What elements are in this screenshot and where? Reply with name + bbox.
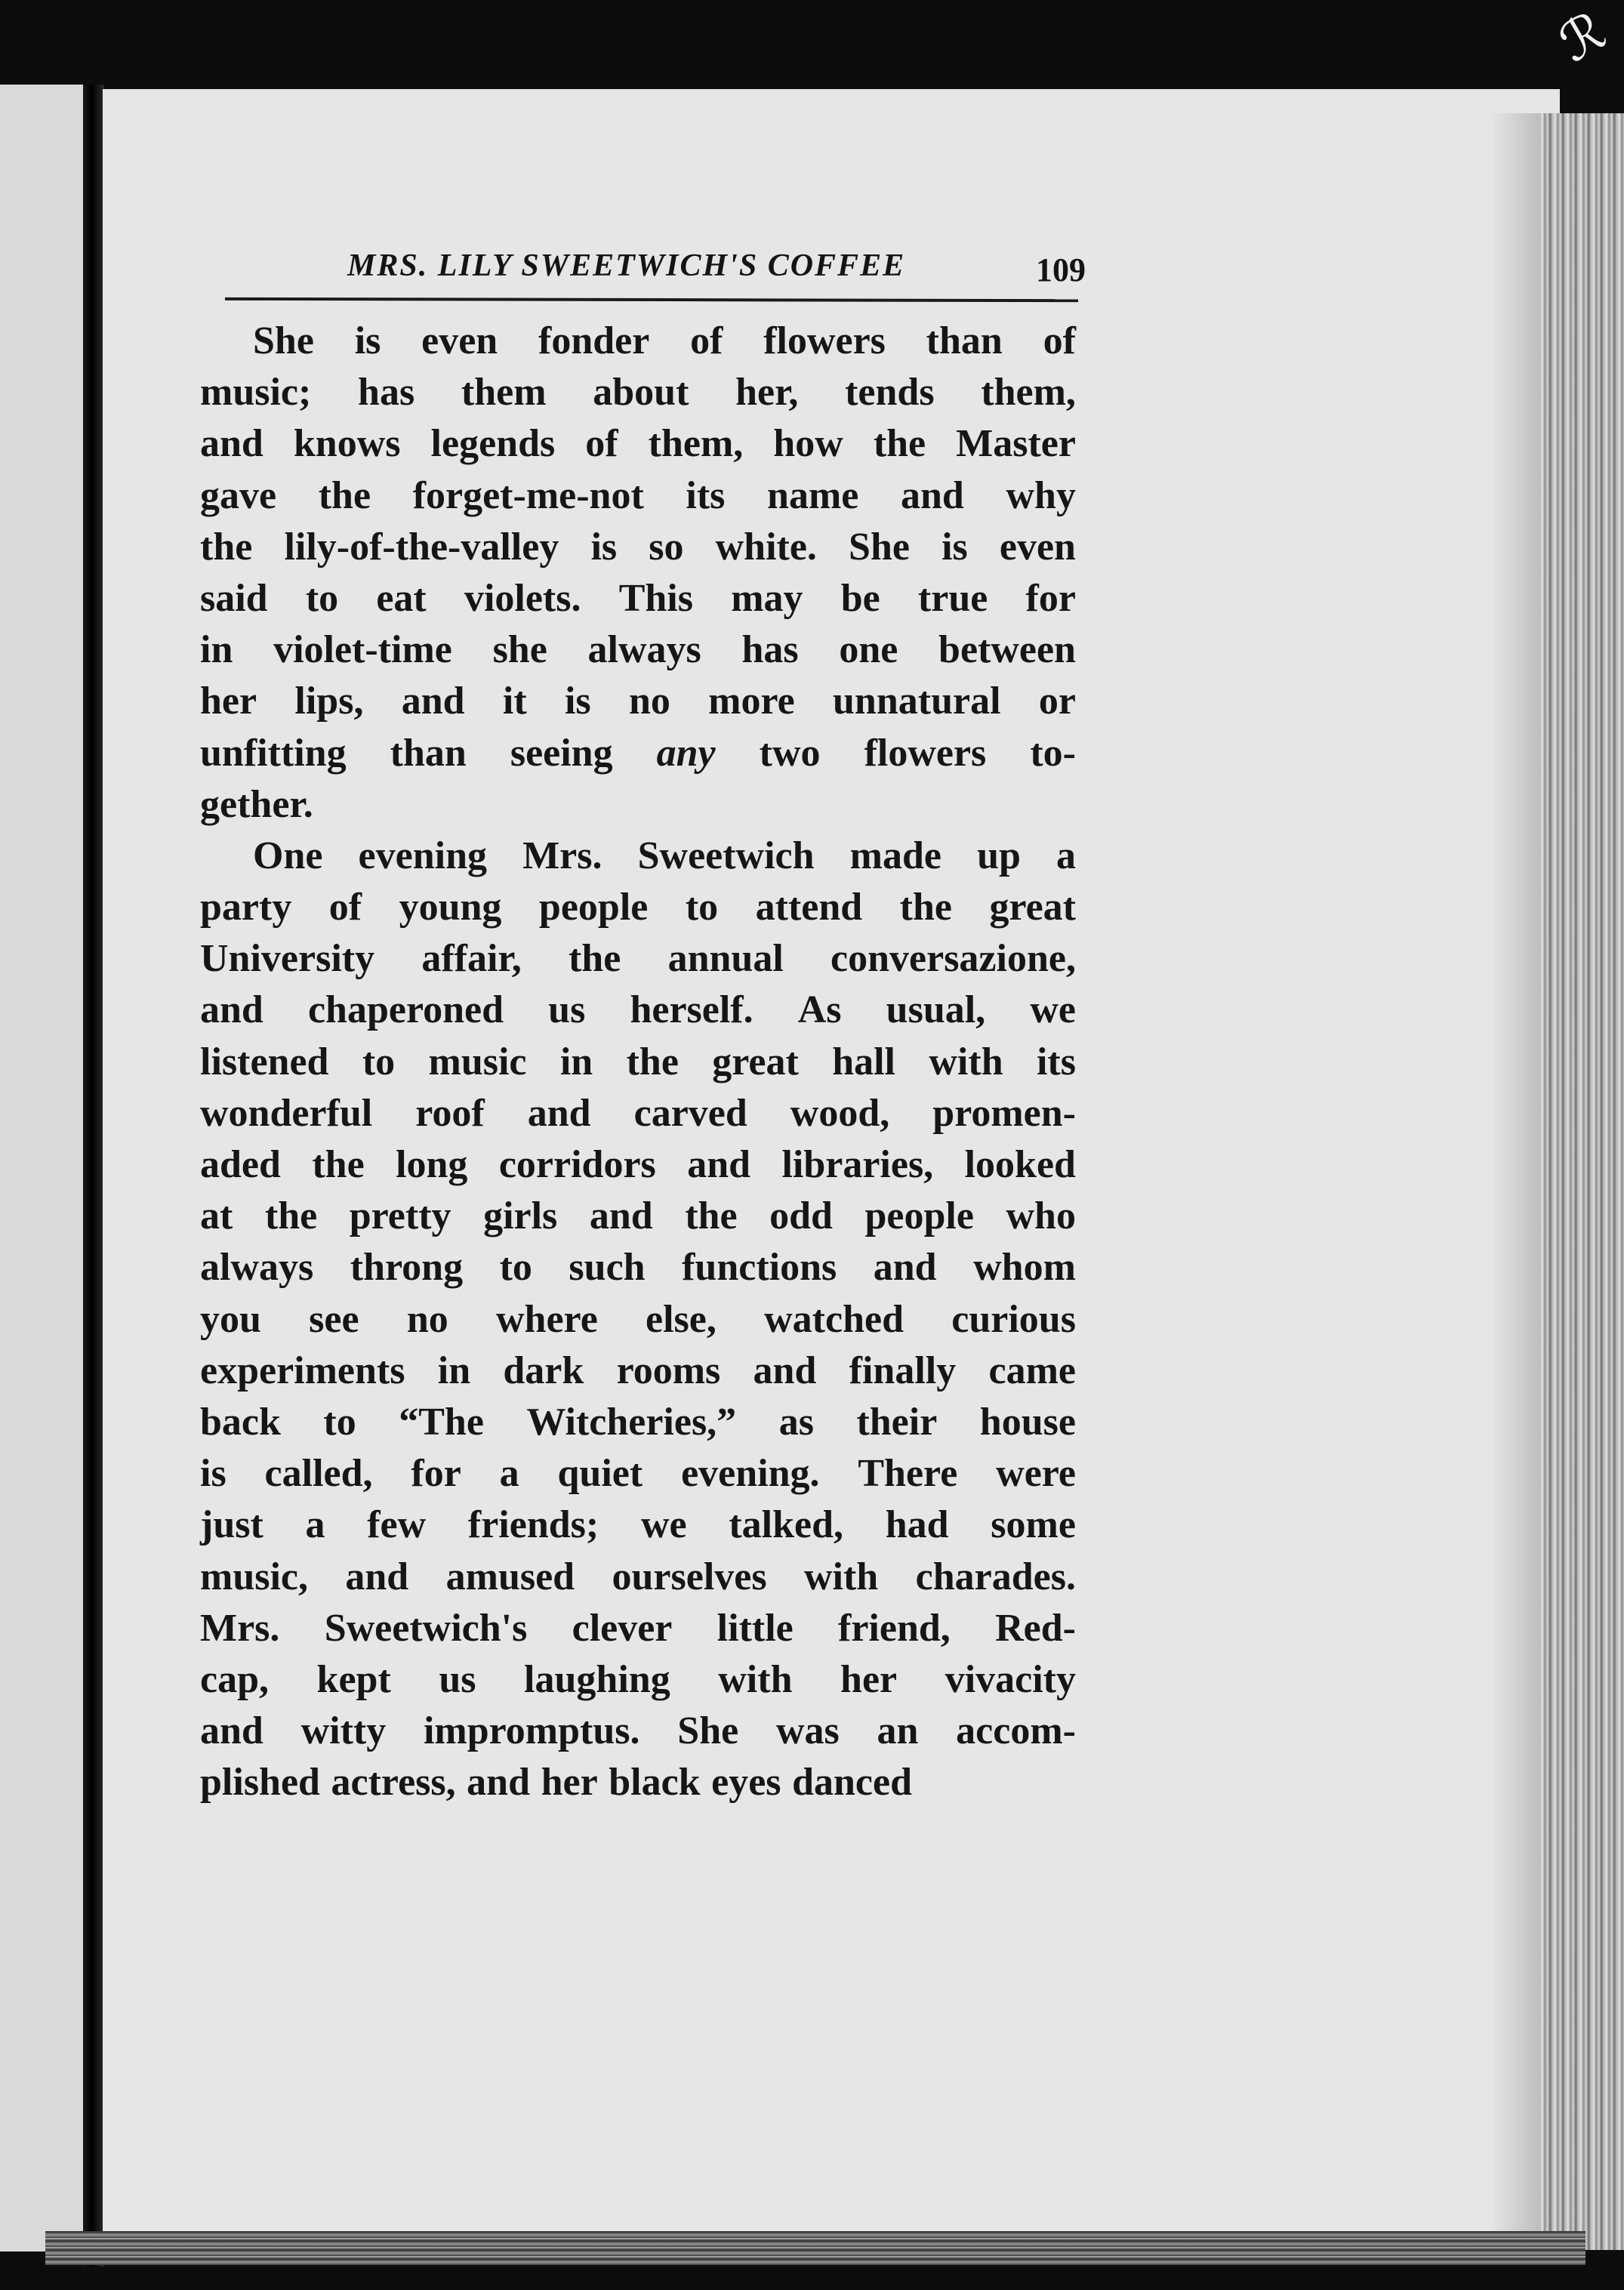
text-line: experiments in dark rooms and finally came [200, 1348, 1076, 1392]
text-line: and knows legends of them, how the Master [200, 422, 1076, 466]
text-line: gether. [200, 782, 313, 826]
text-line: at the pretty girls and the odd people who [200, 1194, 1076, 1238]
text-line: She is even fonder of flowers than of [253, 319, 1076, 362]
running-head [226, 240, 1086, 288]
text-line: and chaperoned us herself. As usual, we [200, 988, 1076, 1032]
paragraph [200, 316, 1076, 831]
text-line: One evening Mrs. Sweetwich made up a [253, 834, 1076, 877]
paragraph [200, 831, 1076, 1809]
corner-mark: ℛ [1549, 0, 1616, 75]
text-line: back to “The Witcheries,” as their house [200, 1400, 1076, 1444]
text-line: music, and amused ourselves with charades. [200, 1555, 1076, 1598]
page-number: 109 [1036, 251, 1086, 288]
text-line: plished actress, and her black eyes danced [200, 1761, 912, 1805]
running-title: MRS. LILY SWEETWICH'S COFFEE [347, 248, 906, 283]
text-line: always throng to such functions and whom [200, 1246, 1076, 1290]
text-line: the lily-of-the-valley is so white. She is even [200, 525, 1076, 569]
text-line: just a few friends; we talked, had some [200, 1503, 1076, 1547]
fore-edge-shadow [1491, 113, 1544, 2250]
text-line: University affair, the annual conversazione, [200, 937, 1076, 981]
text-line: you see no where else, watched curious [200, 1297, 1076, 1341]
text-line: in violet-time she always has one between [200, 628, 1076, 672]
text-line: her lips, and it is no more unnatural or [200, 680, 1076, 723]
text-line: aded the long corridors and libraries, looked [200, 1143, 1076, 1186]
text-line: music; has them about her, tends them, [200, 371, 1076, 415]
text-line: party of young people to attend the great [200, 886, 1076, 929]
text-line: is called, for a quiet evening. There were [200, 1452, 1076, 1496]
facing-page-edge [0, 85, 89, 2251]
text-line: gave the forget-me-not its name and why [200, 473, 1076, 517]
text-line: and witty impromptus. She was an accom- [200, 1709, 1076, 1753]
gutter-shadow [83, 85, 104, 2267]
text-line: said to eat violets. This may be true for [200, 576, 1076, 620]
text-line: listened to music in the great hall with its [200, 1040, 1076, 1083]
text-line: Mrs. Sweetwich's clever little friend, Red- [200, 1606, 1076, 1650]
text-line: cap, kept us laughing with her vivacity [200, 1657, 1076, 1701]
text-line: unfitting than seeing any two flowers to- [200, 731, 1076, 775]
bottom-edge [45, 2231, 1585, 2265]
body-text [200, 316, 1076, 1808]
fore-edge [1540, 113, 1624, 2250]
text-line: wonderful roof and carved wood, promen- [200, 1091, 1076, 1135]
